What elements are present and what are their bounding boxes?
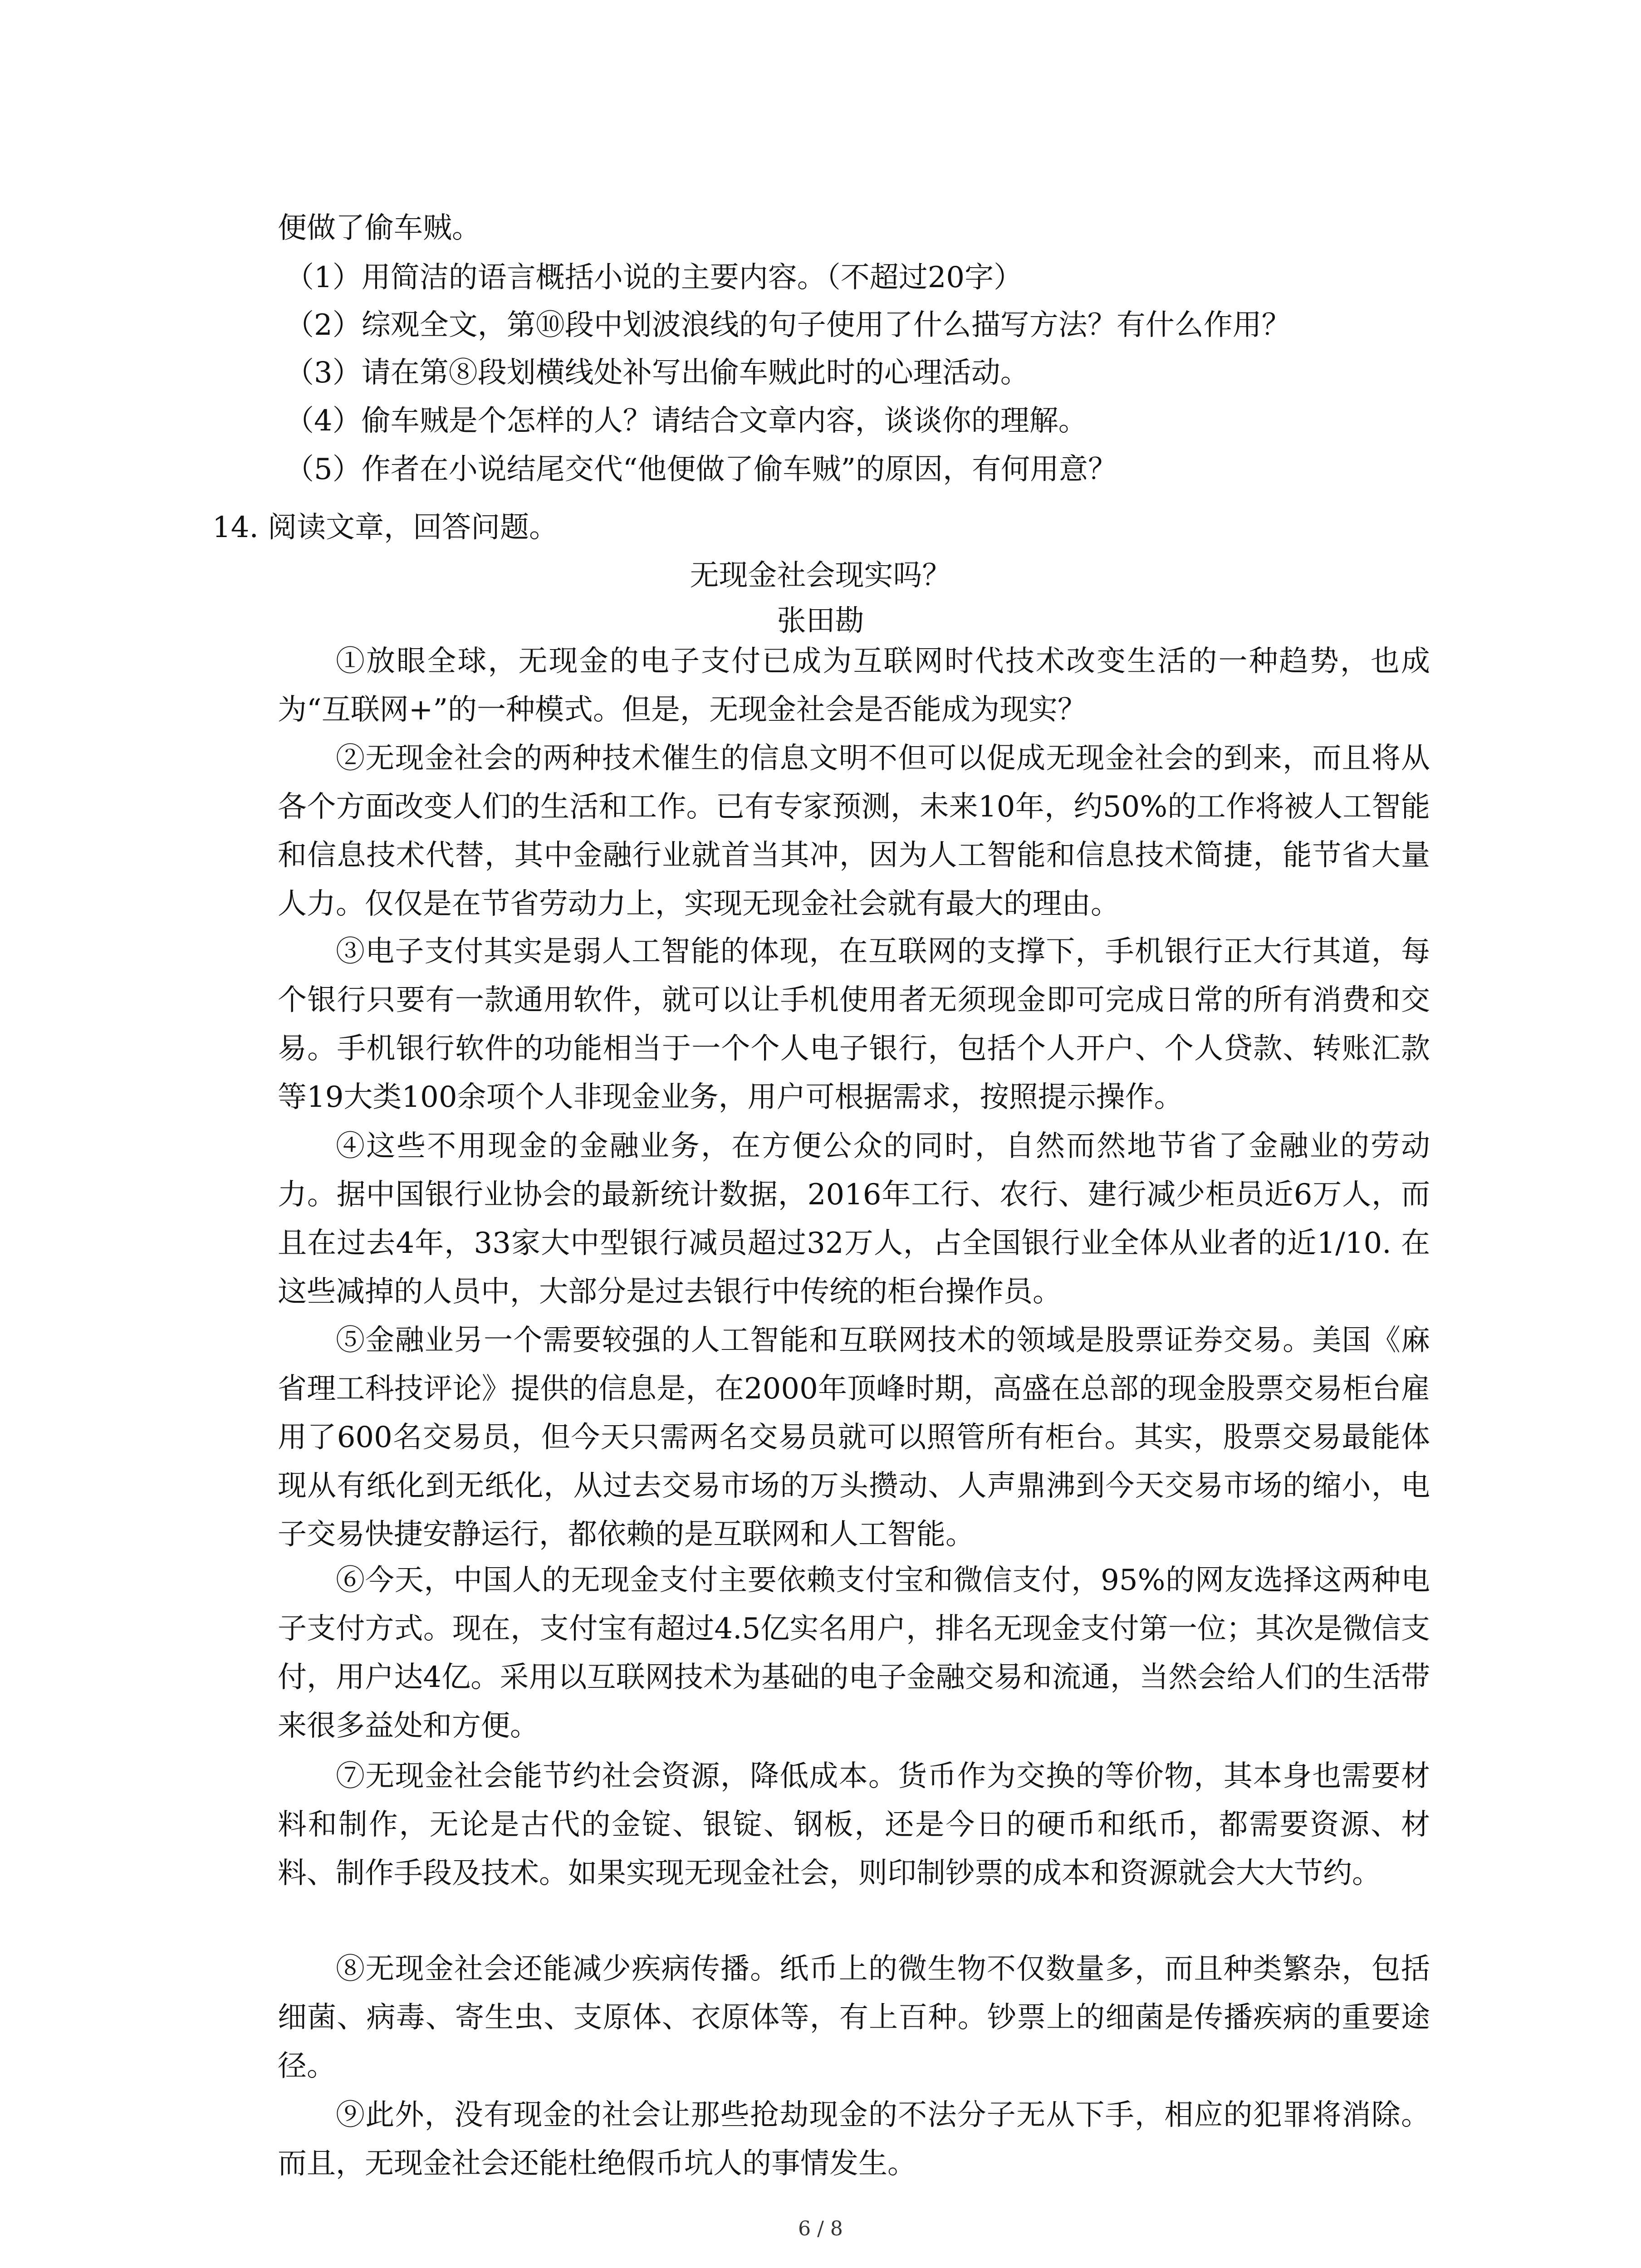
article-paragraph-5: ⑤金融业另一个需要较强的人工智能和互联网技术的领域是股票证券交易。美国《麻省理工科技评论》提供的信息是，在2000年顶峰时期，高盛在总部的现金股票交易柜台雇用了600名交易员，但今天只需两名交易员就可以照管所有柜台。其实，股票交易最能体现从有纸化到无纸化，从过去交易市场的万头攒动、人声鼎沸到今天交易市场的缩小，电子交易快捷安静运行，都依赖的是互联网和人工智能。 <box>278 1324 1430 1551</box>
article-paragraph-7: ⑦无现金社会能节约社会资源，降低成本。货币作为交换的等价物，其本身也需要材料和制作，无论是古代的金锭、银锭、钢板，还是今日的硬币和纸币，都需要资源、材料、制作手段及技术。如果实现无现金社会，则印制钞票的成本和资源就会大大节约。 <box>278 1760 1430 1890</box>
story-continuation: 便做了偷车贼。 <box>278 211 481 245</box>
question-14-label: 14. 阅读文章，回答问题。 <box>212 511 558 544</box>
article-paragraph-8: ⑧无现金社会还能减少疾病传播。纸币上的微生物不仅数量多，而且种类繁杂，包括细菌、病毒、寄生虫、支原体、衣原体等，有上百种。钞票上的细菌是传播疾病的重要途径。 <box>278 1952 1430 2083</box>
article-paragraph-6: ⑥今天，中国人的无现金支付主要依赖支付宝和微信支付，95%的网友选择这两种电子支付方式。现在，支付宝有超过4.5亿实名用户，排名无现金支付第一位；其次是微信支付，用户达4亿。采用以互联网技术为基础的电子金融交易和流通，当然会给人们的生活带来很多益处和方便。 <box>278 1564 1430 1743</box>
article-paragraph-1: ①放眼全球，无现金的电子支付已成为互联网时代技术改变生活的一种趋势，也成为“互联网+”的一种模式。但是，无现金社会是否能成为现实？ <box>278 645 1430 727</box>
article-paragraph-3: ③电子支付其实是弱人工智能的体现，在互联网的支撑下，手机银行正大行其道，每个银行只要有一款通用软件，就可以让手机使用者无须现金即可完成日常的所有消费和交易。手机银行软件的功能相当于一个个人电子银行，包括个人开户、个人贷款、转账汇款等19大类100余项个人非现金业务，用户可根据需求，按照提示操作。 <box>278 935 1430 1114</box>
article-title: 无现金社会现实吗？ <box>690 559 951 592</box>
article-paragraph-9: ⑨此外，没有现金的社会让那些抢劫现金的不法分子无从下手，相应的犯罪将消除。而且，无现金社会还能杜绝假币坑人的事情发生。 <box>278 2098 1430 2180</box>
article-author: 张田勘 <box>777 604 864 638</box>
article-paragraph-2: ②无现金社会的两种技术催生的信息文明不但可以促成无现金社会的到来，而且将从各个方面改变人们的生活和工作。已有专家预测，未来10年，约50%的工作将被人工智能和信息技术代替，其中金融行业就首当其冲，因为人工智能和信息技术简捷，能节省大量人力。仅仅是在节省劳动力上，实现无现金社会就有最大的理由。 <box>278 742 1430 921</box>
page-number: 6 / 8 <box>798 2217 843 2240</box>
question-13-5: （5）作者在小说结尾交代“他便做了偷车贼”的原因，有何用意？ <box>285 453 1117 486</box>
question-13-1: （1）用简洁的语言概括小说的主要内容。（不超过20字） <box>285 261 1023 294</box>
question-13-4: （4）偷车贼是个怎样的人？请结合文章内容，谈谈你的理解。 <box>285 404 1087 438</box>
article-paragraph-4: ④这些不用现金的金融业务，在方便公众的同时，自然而然地节省了金融业的劳动力。据中国银行业协会的最新统计数据，2016年工行、农行、建行减少柜员近6万人，而且在过去4年，33家大中型银行减员超过32万人，占全国银行业全体从业者的近1/10. 在这些减掉的人员中，大部分是过去银行中传统的柜台操作员。 <box>278 1129 1430 1309</box>
question-13-2: （2）综观全文，第⑩段中划波浪线的句子使用了什么描写方法？有什么作用？ <box>285 308 1291 342</box>
question-13-3: （3）请在第⑧段划横线处补写出偷车贼此时的心理活动。 <box>285 356 1029 390</box>
